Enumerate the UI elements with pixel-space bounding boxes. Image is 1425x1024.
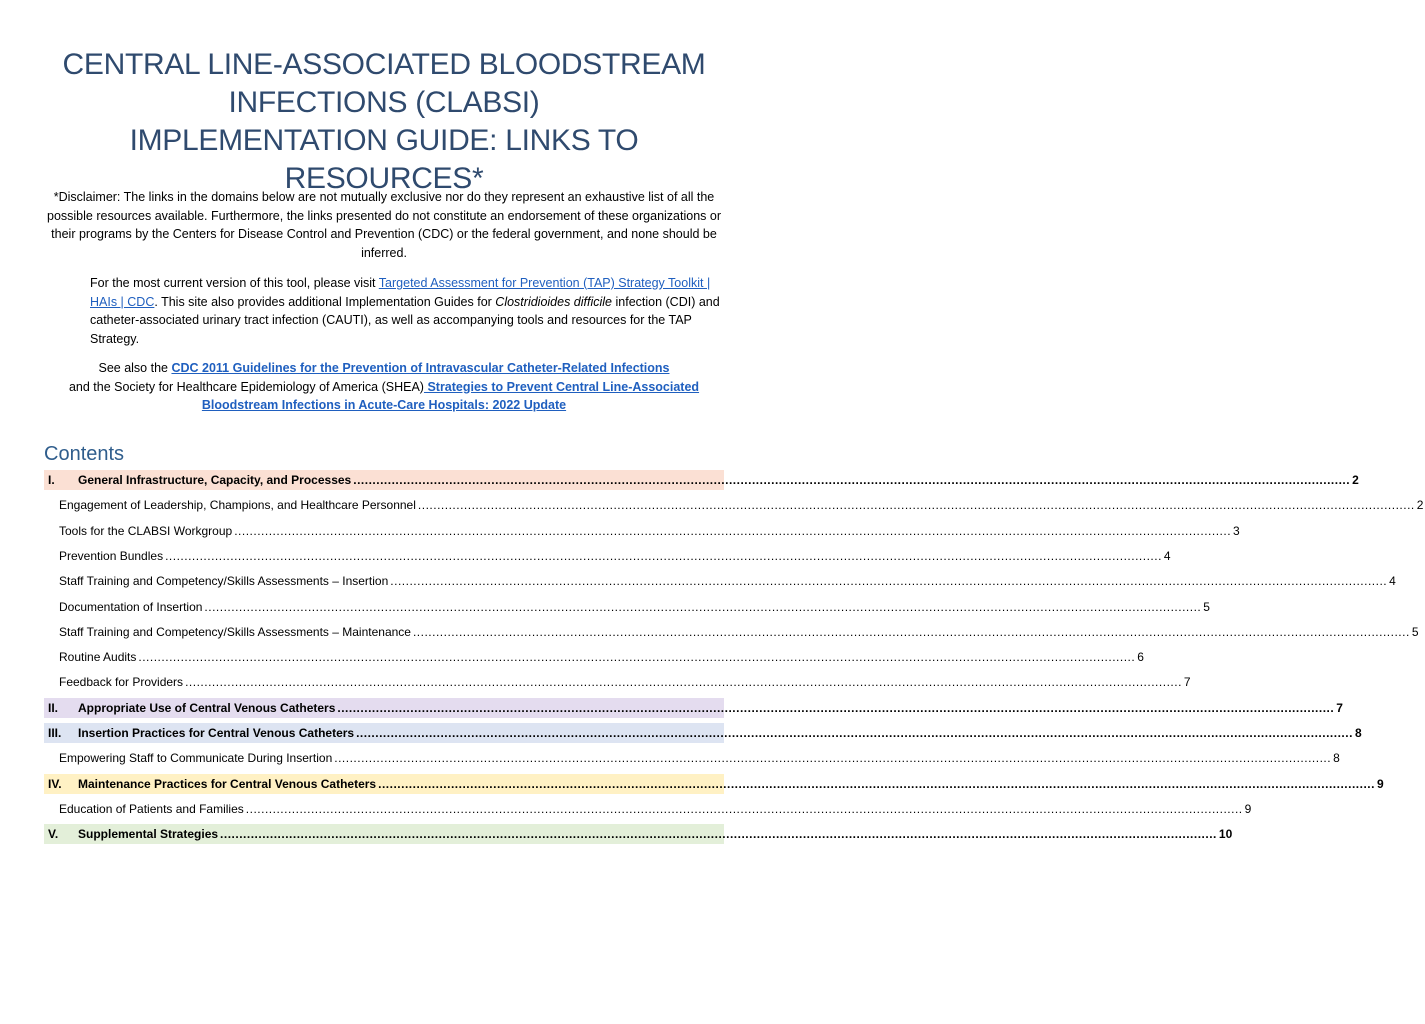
see-also-prefix: See also the: [98, 361, 172, 375]
toc-row[interactable]: [44, 647, 1144, 667]
toc-page-number: 10: [1218, 827, 1233, 842]
toc-dot-leader: ....................................................................................................................................................................................................................................................................: [353, 473, 1351, 487]
toc-row[interactable]: [44, 597, 1210, 617]
toc-page-number: 8: [1333, 751, 1340, 766]
toc-page-number: 4: [1389, 574, 1396, 589]
disclaimer-text: *Disclaimer: The links in the domains below are not mutually exclusive nor do they represent an exhaustive list of all the possible resources available. Furthermore, the links presented do not constitute an endorsement of these organizations or their programs by the Centers for Disease Control and Prevention (CDC) or the federal government, and none should be inferred.: [47, 190, 721, 260]
toc-page-number: 9: [1376, 776, 1384, 791]
current-version-middle: . This site also provides additional Implementation Guides for: [154, 294, 496, 309]
toc-page-number: 2: [1416, 498, 1424, 513]
toc-section-number: II.: [48, 700, 59, 715]
toc-page-number: 7: [1183, 675, 1191, 690]
toc-entry-title: Routine Audits: [59, 650, 137, 665]
cdiff-italic: Clostridioides difficile: [495, 294, 613, 309]
toc-entry-title: Prevention Bundles: [59, 548, 164, 563]
current-version-suffix: infection (CDI) and catheter-associated urinary tract infection (CAUTI), as well as accompanying tools and resources for the TAP Strategy.: [90, 294, 720, 346]
toc-entry-title: Feedback for Providers: [59, 675, 184, 690]
toc-dot-leader: ....................................................................................................................................................................................................................................................................: [245, 801, 1243, 816]
toc-page-number: 5: [1203, 599, 1210, 614]
toc-dot-leader: ....................................................................................................................................................................................................................................................................: [185, 675, 1182, 690]
title-line: IMPLEMENTATION GUIDE: LINKS TO RESOURCES*: [129, 124, 639, 195]
toc-row[interactable]: [44, 723, 1362, 743]
cdc-2011-guidelines-link[interactable]: CDC 2011 Guidelines for the Prevention of Intravascular Catheter-Related Infections: [171, 361, 670, 375]
toc-entry-title: Insertion Practices for Central Venous Catheters: [78, 726, 355, 740]
toc-entry-title: Staff Training and Competency/Skills Assessments – Insertion: [59, 574, 389, 589]
toc-entry-title: Documentation of Insertion: [59, 599, 203, 614]
title-line: INFECTIONS (CLABSI): [228, 86, 540, 119]
see-also-paragraph: [44, 359, 724, 415]
toc-entry-title: Staff Training and Competency/Skills Assessments – Maintenance: [59, 624, 411, 639]
toc-row[interactable]: [44, 495, 1424, 515]
toc-section-number: III.: [48, 726, 62, 740]
toc-row[interactable]: [44, 748, 1340, 768]
toc-dot-leader: ....................................................................................................................................................................................................................................................................: [417, 498, 1415, 513]
toc-dot-leader: ....................................................................................................................................................................................................................................................................: [165, 548, 1162, 563]
toc-dot-leader: ....................................................................................................................................................................................................................................................................: [334, 751, 1332, 766]
see-also-middle: and the Society for Healthcare Epidemiology of America (SHEA): [68, 379, 424, 394]
toc-page-number: 4: [1163, 548, 1171, 563]
toc-row[interactable]: [44, 546, 1171, 566]
toc-section-number: I.: [48, 473, 55, 487]
tap-toolkit-link[interactable]: Targeted Assessment for Prevention (TAP) Strategy Toolkit | HAIs | CDC: [90, 276, 711, 309]
toc-page-number: 7: [1336, 700, 1343, 715]
toc-entry-title: Engagement of Leadership, Champions, and Healthcare Personnel: [59, 498, 416, 513]
toc-dot-leader: ....................................................................................................................................................................................................................................................................: [204, 599, 1202, 614]
toc-row[interactable]: [44, 824, 1233, 844]
toc-row[interactable]: [44, 521, 1240, 541]
toc-row[interactable]: [44, 571, 1396, 591]
toc-row[interactable]: [44, 470, 1359, 490]
toc-dot-leader: ....................................................................................................................................................................................................................................................................: [337, 700, 1335, 715]
toc-page-number: 3: [1233, 523, 1240, 538]
toc-entry-title: Empowering Staff to Communicate During Insertion: [59, 751, 333, 766]
toc-dot-leader: ....................................................................................................................................................................................................................................................................: [378, 776, 1375, 791]
toc-entry-title: Education of Patients and Families: [59, 801, 244, 816]
toc-dot-leader: ....................................................................................................................................................................................................................................................................: [220, 827, 1217, 842]
toc-dot-leader: ....................................................................................................................................................................................................................................................................: [390, 574, 1388, 589]
contents-heading: Contents: [44, 443, 125, 465]
toc-page-number: 2: [1352, 473, 1359, 487]
shea-strategies-link[interactable]: Strategies to Prevent Central Line-Associated Bloodstream Infections in Acute-Care Hospitals: 2022 Update: [201, 379, 700, 412]
toc-row[interactable]: [44, 774, 1384, 794]
toc-entry-title: Appropriate Use of Central Venous Catheters: [78, 700, 336, 715]
toc-row[interactable]: [44, 799, 1252, 819]
toc-page-number: 9: [1244, 801, 1252, 816]
toc-section-number: V.: [48, 827, 59, 842]
toc-page-number: 5: [1411, 624, 1419, 639]
toc-row[interactable]: [44, 622, 1419, 642]
toc-entry-title: Supplemental Strategies: [78, 827, 219, 842]
current-version-prefix: For the most current version of this tool, please visit: [90, 276, 379, 290]
toc-page-number: 8: [1354, 726, 1362, 740]
toc-entry-title: Maintenance Practices for Central Venous Catheters: [78, 776, 377, 791]
toc-page-number: 6: [1137, 650, 1144, 665]
toc-entry-title: General Infrastructure, Capacity, and Processes: [78, 473, 352, 487]
toc-row[interactable]: [44, 698, 1343, 718]
toc-dot-leader: ....................................................................................................................................................................................................................................................................: [356, 726, 1353, 740]
title-line: CENTRAL LINE-ASSOCIATED BLOODSTREAM: [62, 48, 706, 81]
toc-section-number: IV.: [48, 776, 62, 791]
toc-dot-leader: ....................................................................................................................................................................................................................................................................: [234, 523, 1232, 538]
toc-dot-leader: ....................................................................................................................................................................................................................................................................: [138, 650, 1136, 665]
toc-entry-title: Tools for the CLABSI Workgroup: [59, 523, 233, 538]
current-version-paragraph: [90, 274, 722, 348]
document-title: [40, 46, 728, 198]
toc-dot-leader: ....................................................................................................................................................................................................................................................................: [412, 624, 1410, 639]
toc-row[interactable]: [44, 672, 1191, 692]
